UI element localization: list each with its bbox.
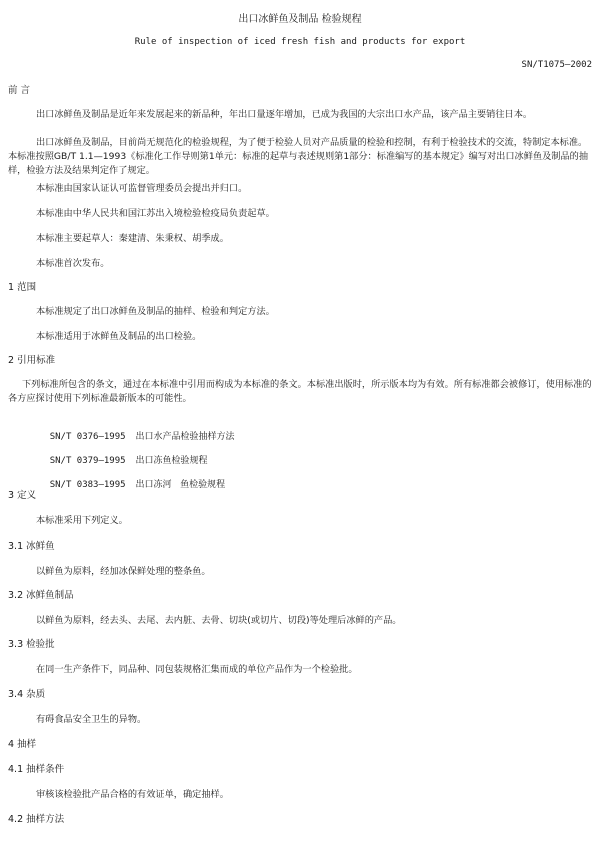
section-2-paragraph-1: 下列标准所包含的条文，通过在本标准中引用而构成为本标准的条文。本标准出版时，所示版本均为有效。所有标准都会被修订，使用标准的各方应探讨使用下列标准最新版本的可能性。 — [8, 379, 592, 404]
section-1-paragraph-2: 本标准适用于冰鲜鱼及制品的出口检验。 — [36, 331, 202, 342]
foreword-paragraph-1: 出口冰鲜鱼及制品是近年来发展起来的新品种，年出口量逐年增加，已成为我国的大宗出口水产品，该产品主要销往日本。 — [36, 109, 533, 120]
section-2-heading: 2 引用标准 — [8, 355, 56, 366]
document-title-en: Rule of inspection of iced fresh fish and products for export — [134, 37, 466, 47]
section-3-1-text: 以鲜鱼为原料，经加冰保鲜处理的整条鱼。 — [36, 566, 211, 577]
section-3-2-heading: 3.2 冰鲜鱼制品 — [8, 590, 74, 601]
section-4-2-heading: 4.2 抽样方法 — [8, 814, 65, 825]
reference-name: 出口冻河 鱼检验规程 — [135, 480, 226, 490]
section-4-1-heading: 4.1 抽样条件 — [8, 764, 65, 775]
section-3-heading: 3 定义 — [8, 490, 37, 501]
foreword-paragraph-6: 本标准首次发布。 — [36, 258, 110, 269]
reference-code: SN/T 0379—1995 — [49, 456, 126, 466]
section-1-heading: 1 范围 — [8, 282, 37, 293]
section-3-2-text: 以鲜鱼为原料，经去头、去尾、去内脏、去骨、切块(或切片、切段)等处理后冰鲜的产品。 — [36, 615, 402, 626]
foreword-paragraph-2: 出口冰鲜鱼及制品，目前尚无规范化的检验规程，为了便于检验人员对产品质量的检验和控制，有利于检验技术的交流，特制定本标准。本标准按照GB/T 1.1—1993《标准化工作导则第1单元：标准的起草与表述规则第1部分：标准编写的基本规定》编写对出口冰鲜鱼及制品的抽样，检验方法及结果判定作了规定。 — [8, 137, 589, 176]
section-3-3-text: 在同一生产条件下，同品种、同包装规格汇集而成的单位产品作为一个检验批。 — [36, 664, 358, 675]
reference-name: 出口水产品检验抽样方法 — [135, 432, 235, 442]
reference-name: 出口冻鱼检验规程 — [135, 456, 208, 466]
reference-code: SN/T 0376—1995 — [49, 432, 126, 442]
standard-number: SN/T1075—2002 — [521, 60, 592, 70]
section-4-heading: 4 抽样 — [8, 739, 37, 750]
section-3-4-heading: 3.4 杂质 — [8, 689, 46, 700]
section-3-1-heading: 3.1 冰鲜鱼 — [8, 541, 55, 552]
section-3-4-text: 有碍食品安全卫生的异物。 — [36, 714, 147, 725]
foreword-paragraph-4: 本标准由中华人民共和国江苏出入境检验检疫局负责起草。 — [36, 208, 275, 219]
section-1-paragraph-1: 本标准规定了出口冰鲜鱼及制品的抽样、检验和判定方法。 — [36, 306, 275, 317]
section-3-3-heading: 3.3 检验批 — [8, 639, 55, 650]
foreword-paragraph-3: 本标准由国家认证认可监督管理委员会提出并归口。 — [36, 183, 248, 194]
foreword-paragraph-5: 本标准主要起草人：秦建清、朱秉权、胡季成。 — [36, 233, 229, 244]
document-title-cn: 出口冰鲜鱼及制品 检验规程 — [238, 14, 362, 25]
foreword-heading: 前 言 — [8, 85, 31, 96]
reference-code: SN/T 0383—1995 — [49, 480, 126, 490]
section-4-1-text: 审核该检验批产品合格的有效证单，确定抽样。 — [36, 789, 229, 800]
section-3-paragraph-1: 本标准采用下列定义。 — [36, 515, 128, 526]
